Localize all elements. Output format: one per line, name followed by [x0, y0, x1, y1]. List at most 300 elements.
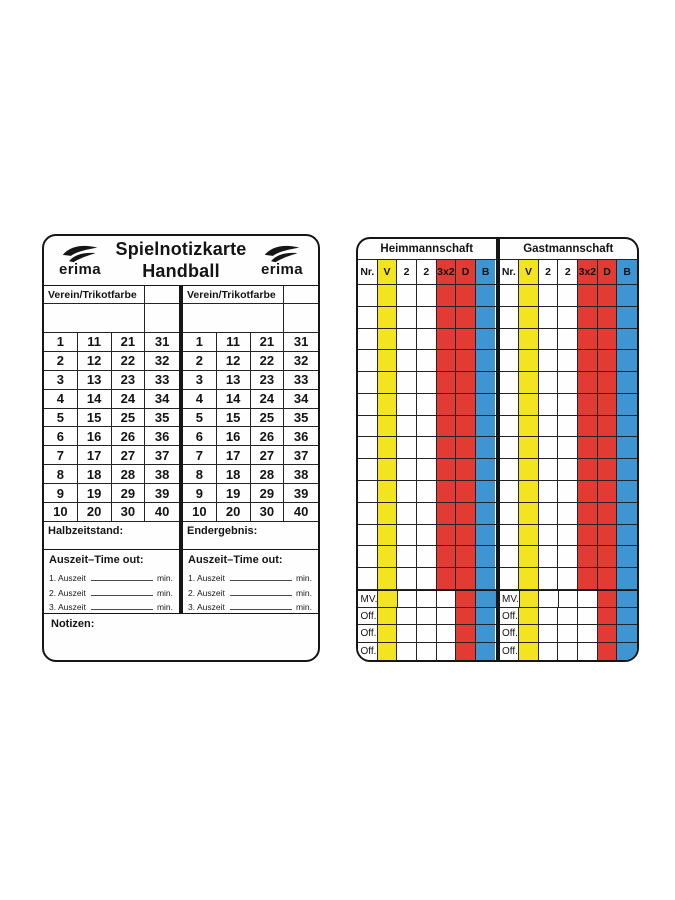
official-cell	[417, 608, 437, 625]
penalty-cell	[617, 503, 637, 524]
official-cell	[397, 625, 417, 642]
official-label-cell: Off.	[500, 608, 520, 625]
penalty-cell	[476, 350, 496, 371]
official-cell	[397, 643, 417, 661]
penalty-row	[358, 481, 496, 503]
column-header-nr: Nr.	[500, 260, 520, 284]
penalty-cell	[476, 481, 496, 502]
penalty-cell	[378, 394, 398, 415]
official-cell	[539, 643, 559, 661]
column-header-row	[500, 260, 638, 285]
penalty-cell	[417, 481, 437, 502]
number-cell: 35	[293, 410, 309, 425]
penalty-cell	[397, 329, 417, 350]
penalty-cell	[378, 459, 398, 480]
official-cell	[558, 643, 578, 661]
penalty-row	[500, 350, 638, 372]
number-cell: 3	[183, 371, 217, 389]
penalty-cell	[578, 437, 598, 458]
penalty-cell	[519, 481, 539, 502]
auszeit-row	[188, 569, 312, 584]
official-cell	[598, 625, 618, 642]
number-cell: 27	[112, 446, 146, 464]
official-cell	[558, 625, 578, 642]
number-cell: 11	[217, 333, 251, 351]
column-header-b: B	[476, 260, 496, 284]
official-cell	[378, 643, 398, 661]
spielnotizkarte-card	[42, 234, 320, 662]
verein-entry-row	[44, 304, 179, 333]
column-header-b: B	[617, 260, 637, 284]
penalty-cell	[378, 546, 398, 567]
number-cell: 15	[78, 409, 112, 427]
penalty-cell	[558, 481, 578, 502]
official-cell	[578, 643, 598, 661]
number-cell: 8	[44, 465, 78, 483]
number-cell: 38	[293, 466, 309, 482]
official-cell	[617, 643, 637, 661]
penalty-cell	[598, 568, 618, 589]
official-row	[358, 643, 496, 661]
penalty-cell	[617, 394, 637, 415]
penalty-cell	[539, 372, 559, 393]
penalty-cell	[378, 568, 398, 589]
column-header-d: D	[598, 260, 618, 284]
penalty-row	[500, 568, 638, 590]
number-row	[183, 333, 318, 352]
penalty-cell	[519, 416, 539, 437]
penalty-cell	[519, 568, 539, 589]
penalty-cell	[617, 481, 637, 502]
penalty-cell	[437, 285, 457, 306]
penalty-cell	[558, 285, 578, 306]
erima-wordmark: erima	[58, 261, 102, 278]
penalty-cell	[358, 503, 378, 524]
penalty-cell	[378, 416, 398, 437]
penalty-cell	[598, 394, 618, 415]
penalty-cell	[456, 546, 476, 567]
number-cell: 40	[154, 504, 170, 520]
penalty-cell	[378, 525, 398, 546]
number-cell: 32	[293, 353, 309, 369]
penalty-cell	[397, 307, 417, 328]
penalty-cell	[519, 546, 539, 567]
penalty-cell	[358, 372, 378, 393]
penalty-cell	[598, 437, 618, 458]
column-header-3x2: 3x2	[437, 260, 457, 284]
penalty-cell	[456, 437, 476, 458]
penalty-cell	[397, 372, 417, 393]
left-card-body	[44, 286, 318, 613]
official-cell	[539, 625, 559, 642]
number-cell: 37	[293, 447, 309, 463]
guest-team-half	[183, 286, 318, 613]
penalty-cell	[617, 372, 637, 393]
number-cell: 25	[251, 409, 285, 427]
penalty-cell	[476, 307, 496, 328]
penalty-cell	[417, 416, 437, 437]
official-cell	[378, 591, 398, 607]
erima-wordmark: erima	[260, 261, 304, 278]
penalty-cell	[500, 329, 520, 350]
official-cell	[437, 591, 457, 607]
official-cell	[578, 591, 598, 607]
erima-logo-left	[53, 244, 107, 278]
penalty-cell	[476, 546, 496, 567]
card-title-line2: Handball	[142, 261, 220, 281]
penalty-cell	[437, 503, 457, 524]
penalty-row	[500, 285, 638, 307]
auszeit-title: Auszeit–Time out:	[49, 553, 144, 566]
fill-in-line	[230, 595, 292, 596]
penalty-grid-body	[500, 285, 638, 590]
number-row	[44, 503, 179, 522]
penalty-cell	[378, 329, 398, 350]
official-cell	[398, 591, 418, 607]
official-label-cell: Off.	[358, 625, 378, 642]
penalty-row	[500, 307, 638, 329]
number-cell: 12	[78, 352, 112, 370]
penalty-cell	[519, 459, 539, 480]
penalty-cell	[598, 329, 618, 350]
official-row	[358, 608, 496, 626]
penalty-cell	[500, 285, 520, 306]
penalty-cell	[500, 350, 520, 371]
penalty-cell	[539, 546, 559, 567]
number-cell: 35	[154, 410, 170, 425]
official-cell	[456, 608, 476, 625]
number-cell: 21	[112, 333, 146, 351]
number-cell: 23	[251, 371, 285, 389]
verein-label: Verein/Trikotfarbe	[44, 286, 145, 303]
penalty-cell	[437, 416, 457, 437]
penalty-cell	[358, 329, 378, 350]
penalty-cell	[358, 525, 378, 546]
auszeit-row-label: 3. Auszeit	[188, 602, 225, 613]
penalty-cell	[397, 459, 417, 480]
penalty-cell	[617, 285, 637, 306]
minutes-label: min.	[295, 602, 312, 613]
official-cell	[437, 625, 457, 642]
column-header-v: V	[519, 260, 539, 284]
penalty-cell	[539, 350, 559, 371]
penalty-row	[500, 416, 638, 438]
penalty-cell	[617, 459, 637, 480]
penalty-row	[358, 307, 496, 329]
fill-in-line	[91, 580, 153, 581]
auszeit-box	[44, 550, 179, 613]
official-cell	[378, 608, 398, 625]
number-cell: 29	[251, 484, 285, 502]
number-cell: 39	[154, 485, 170, 501]
number-cell: 19	[78, 484, 112, 502]
number-cell: 23	[112, 371, 146, 389]
number-cell: 5	[44, 409, 78, 427]
number-cell: 26	[251, 427, 285, 445]
goal-number-grid	[44, 333, 179, 522]
number-cell: 13	[217, 371, 251, 389]
penalty-cell	[476, 503, 496, 524]
official-cell	[539, 608, 559, 625]
penalty-cell	[456, 307, 476, 328]
number-row	[183, 427, 318, 446]
penalty-cell	[500, 437, 520, 458]
penalty-cell	[617, 437, 637, 458]
officials-rows	[358, 590, 496, 660]
number-cell: 14	[217, 390, 251, 408]
penalty-cell	[519, 372, 539, 393]
official-cell	[519, 625, 539, 642]
verein-entry-cell	[44, 304, 145, 332]
official-label-cell: Off.	[358, 643, 378, 661]
official-row	[500, 643, 638, 661]
penalty-row	[358, 372, 496, 394]
penalty-cell	[397, 481, 417, 502]
penalty-cell	[417, 285, 437, 306]
penalty-cell	[358, 416, 378, 437]
penalty-cell	[437, 307, 457, 328]
penalty-cell	[519, 307, 539, 328]
official-cell	[417, 625, 437, 642]
auszeit-row	[49, 569, 173, 584]
penalty-cell	[476, 394, 496, 415]
penalty-cell	[397, 394, 417, 415]
penalty-cell	[358, 285, 378, 306]
penalty-cell	[437, 350, 457, 371]
gastmannschaft-half	[500, 239, 638, 660]
penalty-cell	[500, 525, 520, 546]
number-cell: 34	[293, 391, 309, 407]
penalty-cell	[519, 285, 539, 306]
official-cell	[519, 643, 539, 661]
number-cell: 9	[44, 484, 78, 502]
column-header-row	[358, 260, 496, 285]
penalty-cell	[598, 307, 618, 328]
official-cell	[397, 608, 417, 625]
penalty-cell	[598, 372, 618, 393]
penalty-cell	[378, 372, 398, 393]
number-cell: 31	[293, 334, 309, 350]
penalty-cell	[417, 350, 437, 371]
heimmannschaft-header: Heimmannschaft	[358, 239, 496, 260]
halbzeitstand-box: Halbzeitstand:	[44, 522, 179, 550]
number-cell: 36	[154, 428, 170, 444]
penalty-cell	[519, 350, 539, 371]
number-cell: 30	[251, 503, 285, 521]
card-title-line1: Spielnotizkarte	[115, 239, 247, 260]
penalty-cell	[539, 416, 559, 437]
number-cell: 19	[217, 484, 251, 502]
penalty-cell	[456, 459, 476, 480]
official-cell	[578, 608, 598, 625]
penalty-cell	[598, 503, 618, 524]
penalty-row	[500, 503, 638, 525]
penalty-row	[358, 437, 496, 459]
number-cell: 13	[78, 371, 112, 389]
auszeit-row	[49, 598, 173, 613]
penalty-row	[500, 525, 638, 547]
number-cell: 6	[44, 427, 78, 445]
verein-entry-cell	[183, 304, 284, 332]
number-cell: 14	[78, 390, 112, 408]
verein-header-row	[44, 286, 179, 304]
penalty-cell	[437, 372, 457, 393]
number-cell: 25	[112, 409, 146, 427]
auszeit-row	[49, 583, 173, 598]
penalty-cell	[437, 459, 457, 480]
number-cell: 2	[44, 352, 78, 370]
number-cell: 37	[154, 447, 170, 463]
number-cell: 16	[78, 427, 112, 445]
penalty-cell	[456, 329, 476, 350]
penalty-cell	[598, 416, 618, 437]
penalty-cell	[519, 503, 539, 524]
penalty-cell	[539, 503, 559, 524]
official-label-cell: Off.	[358, 608, 378, 625]
penalty-cell	[598, 459, 618, 480]
fill-in-line	[91, 609, 153, 610]
penalty-cell	[397, 416, 417, 437]
official-row	[500, 590, 638, 608]
number-cell: 22	[251, 352, 285, 370]
penalty-cell	[358, 394, 378, 415]
penalty-cell	[476, 416, 496, 437]
penalty-cell	[456, 503, 476, 524]
official-cell	[617, 625, 637, 642]
penalty-cell	[578, 350, 598, 371]
minutes-label: min.	[156, 573, 173, 584]
penalty-row	[358, 459, 496, 481]
number-row	[183, 484, 318, 503]
official-row	[500, 625, 638, 643]
number-cell: 7	[183, 446, 217, 464]
penalty-cell	[378, 350, 398, 371]
auszeit-row	[188, 583, 312, 598]
auszeit-row-label: 2. Auszeit	[188, 587, 225, 598]
penalty-cell	[578, 481, 598, 502]
penalty-cell	[539, 394, 559, 415]
penalty-cell	[476, 525, 496, 546]
verein-header-row	[183, 286, 318, 304]
number-row	[183, 371, 318, 390]
penalty-cell	[456, 394, 476, 415]
number-cell: 32	[154, 353, 170, 369]
penalty-cell	[476, 372, 496, 393]
official-cell	[417, 643, 437, 661]
official-row	[358, 590, 496, 608]
penalty-cell	[617, 416, 637, 437]
penalty-cell	[617, 350, 637, 371]
fill-in-line	[230, 580, 292, 581]
number-row	[183, 465, 318, 484]
penalty-cell	[397, 525, 417, 546]
penalty-cell	[578, 568, 598, 589]
penalty-cell	[417, 372, 437, 393]
penalty-cell	[397, 568, 417, 589]
number-cell: 24	[112, 390, 146, 408]
auszeit-row	[188, 598, 312, 613]
number-cell: 17	[78, 446, 112, 464]
number-cell: 9	[183, 484, 217, 502]
number-row	[44, 465, 179, 484]
official-cell	[617, 608, 637, 625]
penalty-cell	[476, 285, 496, 306]
number-cell: 36	[293, 428, 309, 444]
official-cell	[519, 608, 539, 625]
official-cell	[378, 625, 398, 642]
auszeit-title: Auszeit–Time out:	[188, 553, 283, 566]
penalty-cell	[378, 437, 398, 458]
auszeit-row-label: 1. Auszeit	[49, 573, 86, 584]
number-cell: 1	[44, 333, 78, 351]
verein-spare-cell	[284, 286, 318, 303]
penalty-cell	[598, 525, 618, 546]
number-cell: 28	[112, 465, 146, 483]
number-cell: 33	[293, 372, 309, 388]
number-cell: 8	[183, 465, 217, 483]
number-cell: 29	[112, 484, 146, 502]
penalty-cell	[397, 437, 417, 458]
number-cell: 7	[44, 446, 78, 464]
verein-spare-cell	[145, 286, 179, 303]
penalty-cell	[558, 525, 578, 546]
number-cell: 20	[78, 503, 112, 521]
penalty-cell	[578, 525, 598, 546]
penalty-cell	[617, 329, 637, 350]
number-cell: 17	[217, 446, 251, 464]
official-cell	[598, 608, 618, 625]
verein-entry-spare-cell	[284, 304, 318, 332]
penalty-cell	[617, 546, 637, 567]
number-row	[44, 371, 179, 390]
penalty-cell	[558, 503, 578, 524]
number-cell: 4	[183, 390, 217, 408]
number-cell: 28	[251, 465, 285, 483]
number-cell: 5	[183, 409, 217, 427]
official-cell	[417, 591, 437, 607]
penalty-cell	[558, 329, 578, 350]
fill-in-line	[91, 595, 153, 596]
penalty-row	[358, 329, 496, 351]
penalty-cell	[617, 525, 637, 546]
penalty-cell	[539, 329, 559, 350]
gastmannschaft-header: Gastmannschaft	[500, 239, 638, 260]
official-cell	[456, 643, 476, 661]
endergebnis-box: Endergebnis:	[183, 522, 318, 550]
penalty-cell	[598, 350, 618, 371]
home-team-half	[44, 286, 179, 613]
number-row	[44, 352, 179, 371]
penalty-cell	[456, 525, 476, 546]
penalty-cell	[500, 307, 520, 328]
penalty-cell	[456, 481, 476, 502]
number-cell: 18	[78, 465, 112, 483]
number-cell: 27	[251, 446, 285, 464]
official-cell	[617, 591, 637, 607]
penalty-cell	[598, 285, 618, 306]
penalty-row	[500, 394, 638, 416]
penalty-cell	[456, 372, 476, 393]
official-row	[358, 625, 496, 643]
number-cell: 22	[112, 352, 146, 370]
number-row	[44, 390, 179, 409]
penalty-cell	[578, 372, 598, 393]
penalty-cell	[417, 307, 437, 328]
penalty-cell	[558, 546, 578, 567]
penalty-cell	[397, 546, 417, 567]
penalty-cell	[519, 525, 539, 546]
auszeit-row-label: 3. Auszeit	[49, 602, 86, 613]
